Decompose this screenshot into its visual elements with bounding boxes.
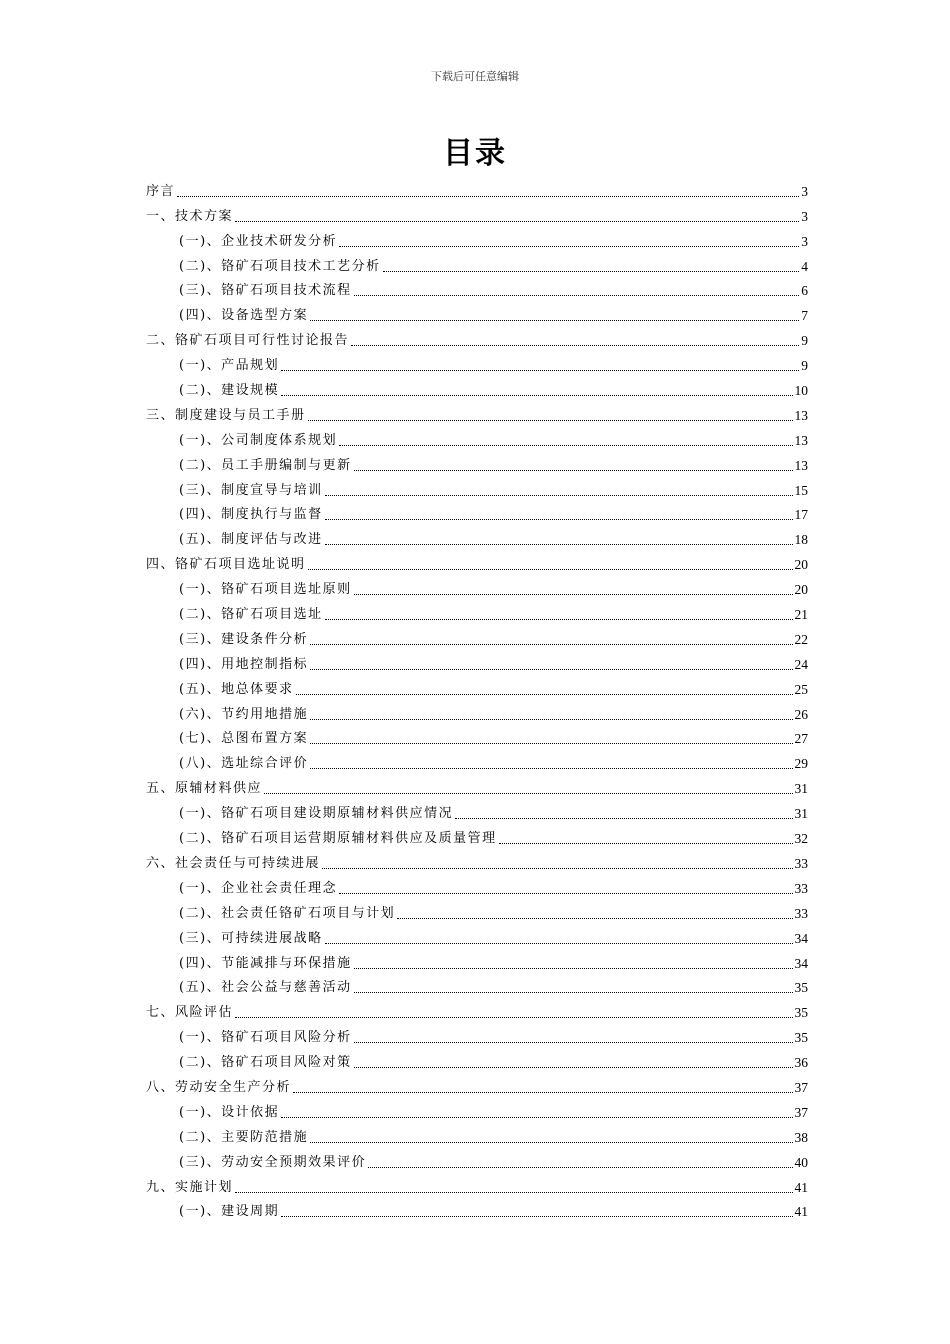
toc-entry-page-number: 36 bbox=[794, 1055, 808, 1071]
dot-leader bbox=[310, 669, 792, 670]
toc-entry[interactable] bbox=[146, 325, 808, 350]
dot-leader bbox=[354, 968, 793, 969]
dot-leader bbox=[296, 694, 793, 695]
toc-entry[interactable] bbox=[146, 276, 808, 301]
toc-entry[interactable] bbox=[146, 524, 808, 549]
toc-entry[interactable] bbox=[146, 500, 808, 525]
toc-title: 目录 bbox=[443, 136, 507, 171]
header-note: 下载后可任意编辑 bbox=[431, 70, 519, 83]
toc-entry-label: 八、劳动安全生产分析 bbox=[146, 1079, 292, 1095]
toc-entry-page-number: 13 bbox=[794, 457, 808, 473]
dot-leader bbox=[325, 544, 793, 545]
toc-entry-label: (五)、社会公益与慈善活动 bbox=[179, 980, 352, 996]
dot-leader bbox=[383, 271, 800, 272]
toc-entry-page-number: 41 bbox=[794, 1179, 808, 1195]
toc-entry-page-number: 9 bbox=[801, 333, 808, 349]
toc-entry-label: (五)、地总体要求 bbox=[179, 681, 294, 697]
toc-entry-page-number: 31 bbox=[794, 781, 808, 797]
toc-entry-page-number: 27 bbox=[794, 731, 808, 747]
toc-entry-page-number: 21 bbox=[794, 607, 808, 623]
toc-entry-page-number: 35 bbox=[794, 1030, 808, 1046]
toc-entry-page-number: 25 bbox=[794, 681, 808, 697]
toc-entry[interactable] bbox=[146, 176, 808, 201]
dot-leader bbox=[397, 918, 792, 919]
toc-entry-page-number: 26 bbox=[794, 706, 808, 722]
toc-entry[interactable] bbox=[146, 1122, 808, 1147]
toc-entry[interactable] bbox=[146, 973, 808, 998]
toc-entry-label: (四)、用地控制指标 bbox=[179, 656, 309, 672]
toc-entry-label: (四)、节能减排与环保措施 bbox=[179, 955, 352, 971]
toc-entry-page-number: 40 bbox=[794, 1154, 808, 1170]
toc-entry-label: (二)、铬矿石项目运营期原辅材料供应及质量管理 bbox=[179, 831, 497, 847]
dot-leader bbox=[354, 295, 800, 296]
dot-leader bbox=[325, 495, 793, 496]
toc-entry-page-number: 37 bbox=[794, 1079, 808, 1095]
dot-leader bbox=[281, 1216, 792, 1217]
toc-entry-page-number: 18 bbox=[794, 532, 808, 548]
toc-entry[interactable] bbox=[146, 923, 808, 948]
toc-entry-label: 五、原辅材料供应 bbox=[146, 781, 263, 797]
toc-entry-label: (一)、企业社会责任理念 bbox=[179, 880, 338, 896]
dot-leader bbox=[308, 569, 793, 570]
toc-entry-label: (六)、节约用地措施 bbox=[179, 706, 309, 722]
toc-entry-label: 二、铬矿石项目可行性讨论报告 bbox=[146, 333, 350, 349]
toc-entry-label: 七、风险评估 bbox=[146, 1005, 234, 1021]
toc-entry-page-number: 24 bbox=[794, 656, 808, 672]
toc-entry[interactable] bbox=[146, 475, 808, 500]
dot-leader bbox=[322, 868, 792, 869]
toc-entry-label: (三)、制度宣导与培训 bbox=[179, 482, 323, 498]
toc-entry-page-number: 32 bbox=[794, 831, 808, 847]
toc-entry-label: (八)、选址综合评价 bbox=[179, 756, 309, 772]
dot-leader bbox=[308, 420, 793, 421]
dot-leader bbox=[339, 445, 792, 446]
toc-entry-label: (一)、铬矿石项目风险分析 bbox=[179, 1030, 352, 1046]
toc-entry[interactable] bbox=[146, 251, 808, 276]
dot-leader bbox=[310, 768, 792, 769]
toc-entry[interactable] bbox=[146, 1047, 808, 1072]
toc-entry[interactable] bbox=[146, 1022, 808, 1047]
toc-entry-label: (三)、劳动安全预期效果评价 bbox=[179, 1154, 367, 1170]
dot-leader bbox=[310, 743, 792, 744]
toc-entry-label: (三)、铬矿石项目技术流程 bbox=[179, 283, 352, 299]
toc-entry-page-number: 33 bbox=[794, 905, 808, 921]
dot-leader bbox=[354, 1067, 793, 1068]
toc-entry[interactable] bbox=[146, 773, 808, 798]
toc-entry-label: (一)、公司制度体系规划 bbox=[179, 432, 338, 448]
toc-entry[interactable] bbox=[146, 848, 808, 873]
toc-entry-label: (三)、建设条件分析 bbox=[179, 631, 309, 647]
toc-entry-page-number: 37 bbox=[794, 1104, 808, 1120]
toc-entry[interactable] bbox=[146, 599, 808, 624]
dot-leader bbox=[354, 470, 793, 471]
toc-entry[interactable] bbox=[146, 375, 808, 400]
table-of-contents bbox=[146, 176, 808, 1221]
dot-leader bbox=[235, 1192, 792, 1193]
toc-entry-label: 三、制度建设与员工手册 bbox=[146, 407, 306, 423]
toc-entry-label: (一)、建设周期 bbox=[179, 1204, 280, 1220]
toc-entry[interactable] bbox=[146, 1097, 808, 1122]
toc-entry-page-number: 15 bbox=[794, 482, 808, 498]
toc-entry-page-number: 4 bbox=[801, 258, 808, 274]
toc-entry-page-number: 3 bbox=[801, 233, 808, 249]
toc-entry[interactable] bbox=[146, 624, 808, 649]
dot-leader bbox=[310, 320, 799, 321]
toc-entry-page-number: 20 bbox=[794, 582, 808, 598]
dot-leader bbox=[351, 345, 799, 346]
toc-entry-label: (二)、铬矿石项目选址 bbox=[179, 607, 323, 623]
toc-entry-label: (二)、铬矿石项目技术工艺分析 bbox=[179, 258, 381, 274]
toc-entry[interactable] bbox=[146, 898, 808, 923]
toc-entry-page-number: 41 bbox=[794, 1204, 808, 1220]
toc-entry[interactable] bbox=[146, 201, 808, 226]
toc-entry-page-number: 13 bbox=[794, 407, 808, 423]
toc-entry-label: (七)、总图布置方案 bbox=[179, 731, 309, 747]
toc-entry[interactable] bbox=[146, 400, 808, 425]
dot-leader bbox=[310, 644, 792, 645]
toc-entry[interactable] bbox=[146, 450, 808, 475]
toc-entry-page-number: 3 bbox=[801, 208, 808, 224]
dot-leader bbox=[368, 1167, 792, 1168]
toc-entry[interactable] bbox=[146, 798, 808, 823]
toc-entry[interactable] bbox=[146, 1072, 808, 1097]
toc-entry-page-number: 33 bbox=[794, 880, 808, 896]
toc-entry-page-number: 38 bbox=[794, 1129, 808, 1145]
toc-entry[interactable] bbox=[146, 674, 808, 699]
toc-entry-label: (二)、铬矿石项目风险对策 bbox=[179, 1055, 352, 1071]
toc-entry-page-number: 7 bbox=[801, 308, 808, 324]
toc-entry-page-number: 34 bbox=[794, 930, 808, 946]
toc-entry-label: (二)、建设规模 bbox=[179, 383, 280, 399]
toc-entry-page-number: 31 bbox=[794, 806, 808, 822]
dot-leader bbox=[310, 1142, 792, 1143]
toc-entry-label: (四)、制度执行与监督 bbox=[179, 507, 323, 523]
dot-leader bbox=[339, 893, 792, 894]
toc-entry-page-number: 17 bbox=[794, 507, 808, 523]
toc-entry-label: (三)、可持续进展战略 bbox=[179, 930, 323, 946]
toc-entry-label: 序言 bbox=[146, 183, 176, 199]
toc-entry-page-number: 35 bbox=[794, 980, 808, 996]
toc-entry[interactable] bbox=[146, 1197, 808, 1222]
dot-leader bbox=[310, 719, 792, 720]
toc-entry-label: (一)、设计依据 bbox=[179, 1104, 280, 1120]
dot-leader bbox=[455, 818, 792, 819]
toc-entry[interactable] bbox=[146, 300, 808, 325]
toc-entry-page-number: 34 bbox=[794, 955, 808, 971]
toc-entry-label: 一、技术方案 bbox=[146, 208, 234, 224]
toc-entry[interactable] bbox=[146, 350, 808, 375]
toc-entry-label: 四、铬矿石项目选址说明 bbox=[146, 557, 306, 573]
dot-leader bbox=[281, 370, 799, 371]
toc-entry-label: (四)、设备选型方案 bbox=[179, 308, 309, 324]
toc-entry[interactable] bbox=[146, 574, 808, 599]
toc-entry-page-number: 3 bbox=[801, 183, 808, 199]
toc-entry[interactable] bbox=[146, 823, 808, 848]
toc-entry-label: (二)、员工手册编制与更新 bbox=[179, 457, 352, 473]
toc-entry-page-number: 9 bbox=[801, 358, 808, 374]
toc-entry[interactable] bbox=[146, 1172, 808, 1197]
toc-entry-page-number: 20 bbox=[794, 557, 808, 573]
dot-leader bbox=[235, 1017, 792, 1018]
toc-entry-label: (五)、制度评估与改进 bbox=[179, 532, 323, 548]
toc-entry-page-number: 10 bbox=[794, 383, 808, 399]
dot-leader bbox=[325, 519, 793, 520]
toc-entry-label: 九、实施计划 bbox=[146, 1179, 234, 1195]
toc-entry-page-number: 35 bbox=[794, 1005, 808, 1021]
toc-entry-label: (二)、社会责任铬矿石项目与计划 bbox=[179, 905, 396, 921]
toc-entry[interactable] bbox=[146, 1147, 808, 1172]
dot-leader bbox=[354, 594, 793, 595]
dot-leader bbox=[339, 246, 799, 247]
dot-leader bbox=[281, 395, 792, 396]
toc-entry-page-number: 22 bbox=[794, 631, 808, 647]
dot-leader bbox=[235, 221, 799, 222]
dot-leader bbox=[499, 843, 793, 844]
dot-leader bbox=[281, 1117, 792, 1118]
toc-entry-label: (一)、产品规划 bbox=[179, 358, 280, 374]
toc-entry-page-number: 13 bbox=[794, 432, 808, 448]
toc-entry[interactable] bbox=[146, 226, 808, 251]
toc-entry[interactable] bbox=[146, 724, 808, 749]
toc-entry-page-number: 29 bbox=[794, 756, 808, 772]
toc-entry-page-number: 6 bbox=[801, 283, 808, 299]
dot-leader bbox=[354, 1042, 793, 1043]
toc-entry-label: (一)、铬矿石项目选址原则 bbox=[179, 582, 352, 598]
dot-leader bbox=[325, 619, 793, 620]
toc-entry[interactable] bbox=[146, 748, 808, 773]
toc-entry-page-number: 33 bbox=[794, 855, 808, 871]
dot-leader bbox=[177, 196, 799, 197]
dot-leader bbox=[325, 943, 793, 944]
dot-leader bbox=[264, 793, 792, 794]
toc-entry-label: (一)、铬矿石项目建设期原辅材料供应情况 bbox=[179, 806, 454, 822]
toc-entry[interactable] bbox=[146, 425, 808, 450]
toc-entry-label: (一)、企业技术研发分析 bbox=[179, 233, 338, 249]
toc-entry[interactable] bbox=[146, 549, 808, 574]
toc-entry[interactable] bbox=[146, 997, 808, 1022]
toc-entry-label: (二)、主要防范措施 bbox=[179, 1129, 309, 1145]
toc-entry[interactable] bbox=[146, 649, 808, 674]
dot-leader bbox=[293, 1092, 792, 1093]
toc-entry[interactable] bbox=[146, 873, 808, 898]
toc-entry[interactable] bbox=[146, 948, 808, 973]
toc-entry[interactable] bbox=[146, 699, 808, 724]
dot-leader bbox=[354, 992, 793, 993]
toc-entry-label: 六、社会责任与可持续进展 bbox=[146, 855, 321, 871]
